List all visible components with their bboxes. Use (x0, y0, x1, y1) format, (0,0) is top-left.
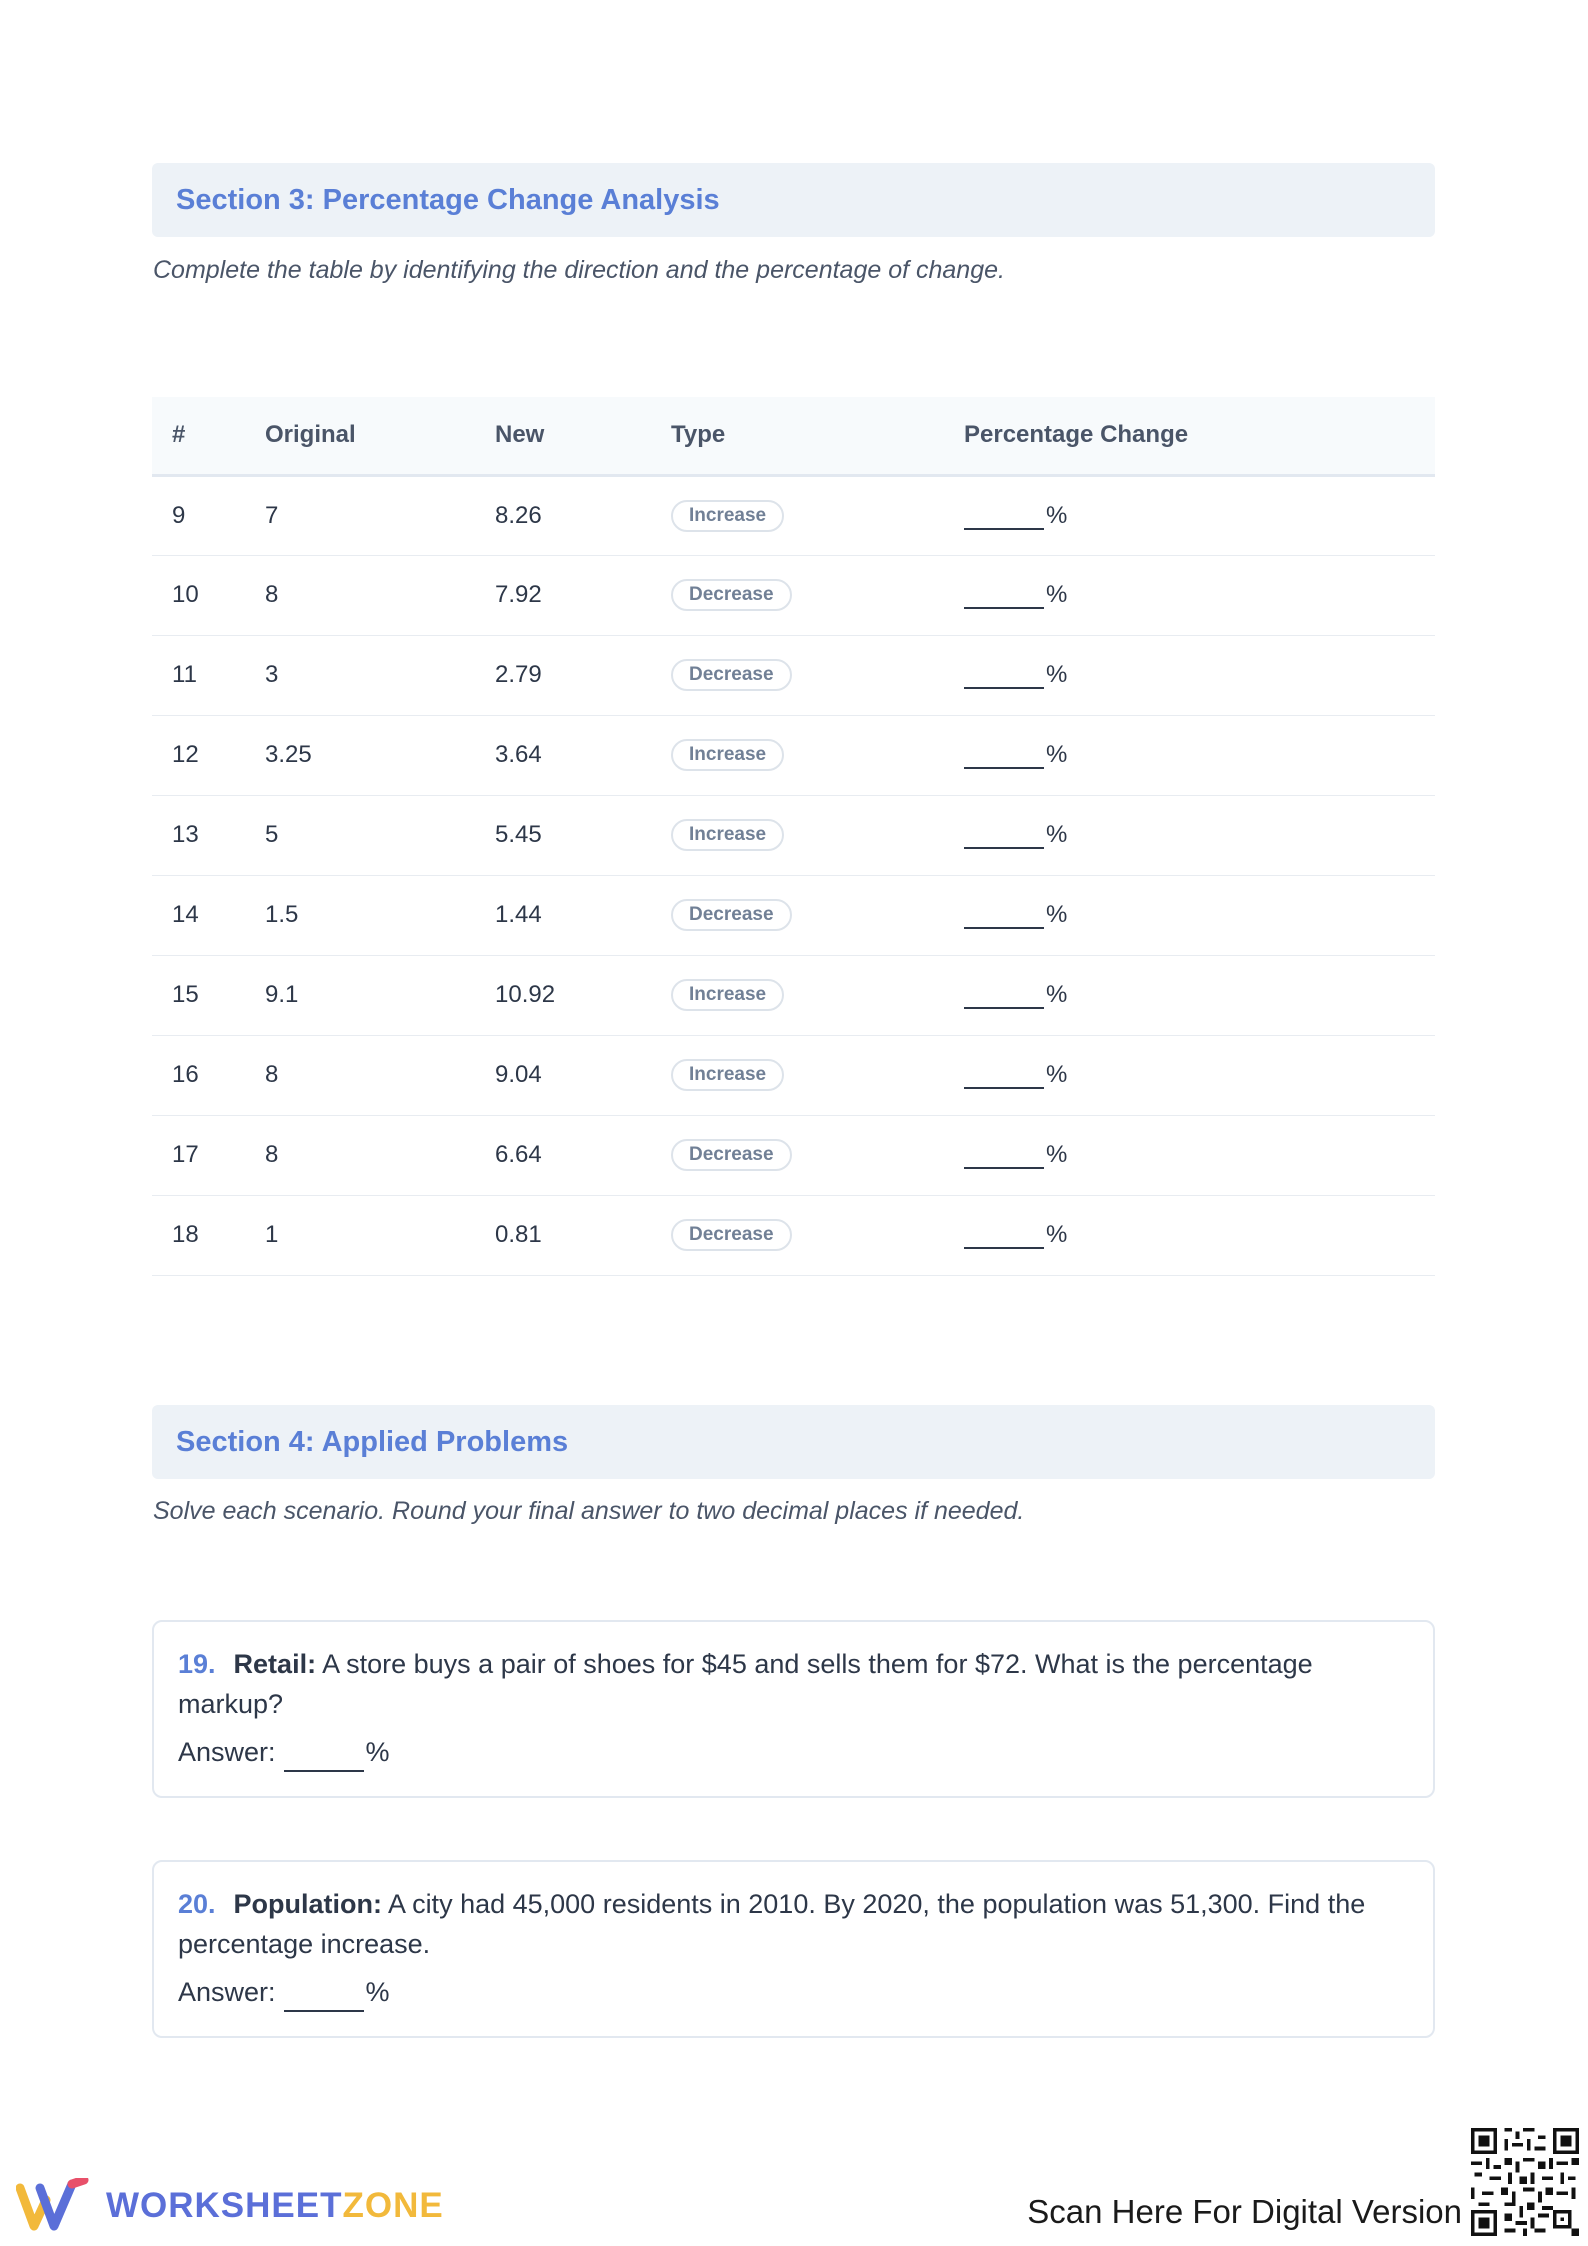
type-badge: Decrease (671, 1219, 792, 1251)
type-cell (671, 875, 964, 955)
type-cell (671, 635, 964, 715)
header-percentage-change: Percentage Change (964, 397, 1435, 475)
type-badge: Decrease (671, 579, 792, 611)
problem-number: 19. (178, 1649, 216, 1679)
original-value: 8 (265, 1115, 495, 1195)
original-value: 9.1 (265, 955, 495, 1035)
percent-symbol: % (1046, 741, 1068, 768)
type-badge: Decrease (671, 659, 792, 691)
answer-blank[interactable] (964, 741, 1044, 769)
problem-card-20 (152, 1860, 1435, 2038)
type-badge: Decrease (671, 1139, 792, 1171)
answer-blank[interactable] (964, 581, 1044, 609)
type-cell (671, 1035, 964, 1115)
new-value: 0.81 (495, 1195, 671, 1275)
worksheetzone-logo-icon (16, 2178, 92, 2234)
problem-category: Population: (233, 1889, 383, 1919)
answer-unit: % (365, 1737, 390, 1767)
new-value: 1.44 (495, 875, 671, 955)
type-cell (671, 1195, 964, 1275)
row-number: 14 (152, 875, 265, 955)
percentage-change-cell (964, 795, 1435, 875)
new-value: 5.45 (495, 795, 671, 875)
original-value: 5 (265, 795, 495, 875)
answer-blank[interactable] (284, 1980, 364, 2012)
original-value: 7 (265, 475, 495, 555)
type-cell (671, 555, 964, 635)
percentage-change-cell (964, 875, 1435, 955)
row-number: 13 (152, 795, 265, 875)
type-badge: Increase (671, 979, 784, 1011)
row-number: 18 (152, 1195, 265, 1275)
row-number: 10 (152, 555, 265, 635)
header-new: New (495, 397, 671, 475)
percentage-change-cell (964, 955, 1435, 1035)
new-value: 3.64 (495, 715, 671, 795)
answer-blank[interactable] (284, 1740, 364, 1772)
percentage-change-cell (964, 475, 1435, 555)
percent-symbol: % (1046, 501, 1068, 529)
scan-text: Scan Here For Digital Version (1027, 2193, 1462, 2230)
section-4-instructions: Solve each scenario. Round your final answer to two decimal places if needed. (153, 1497, 1025, 1525)
answer-blank[interactable] (964, 1221, 1044, 1249)
row-number: 9 (152, 475, 265, 555)
section-3-title: Section 3: Percentage Change Analysis (176, 183, 720, 216)
percentage-change-cell (964, 1035, 1435, 1115)
answer-blank[interactable] (964, 901, 1044, 929)
percent-symbol: % (1046, 1221, 1068, 1248)
problem-text (178, 1644, 1409, 1724)
row-number: 12 (152, 715, 265, 795)
percentage-change-cell (964, 715, 1435, 795)
answer-label: Answer: (178, 1977, 276, 2007)
type-badge: Increase (671, 500, 784, 532)
table-header-row (152, 397, 1435, 475)
original-value: 8 (265, 555, 495, 635)
header-original: Original (265, 397, 495, 475)
type-cell (671, 715, 964, 795)
table-row (152, 555, 1435, 635)
percent-symbol: % (1046, 661, 1068, 688)
type-badge: Increase (671, 1059, 784, 1091)
section-4-header (152, 1405, 1435, 1479)
qr-code-icon[interactable] (1471, 2128, 1579, 2236)
table-row (152, 955, 1435, 1035)
row-number: 15 (152, 955, 265, 1035)
type-cell (671, 955, 964, 1035)
answer-blank[interactable] (964, 821, 1044, 849)
percent-symbol: % (1046, 981, 1068, 1008)
new-value: 8.26 (495, 475, 671, 555)
answer-line (178, 1732, 1409, 1772)
table-row (152, 1115, 1435, 1195)
problem-question: A store buys a pair of shoes for $45 and sells them for $72. What is the percentage markup? (178, 1649, 1313, 1719)
row-number: 11 (152, 635, 265, 715)
answer-blank[interactable] (964, 981, 1044, 1009)
problem-question: A city had 45,000 residents in 2010. By 2020, the population was 51,300. Find the percentage increase. (178, 1889, 1366, 1959)
new-value: 10.92 (495, 955, 671, 1035)
table-row (152, 715, 1435, 795)
percent-symbol: % (1046, 581, 1068, 608)
new-value: 7.92 (495, 555, 671, 635)
type-cell (671, 1115, 964, 1195)
answer-blank[interactable] (964, 1141, 1044, 1169)
answer-blank[interactable] (964, 661, 1044, 689)
original-value: 8 (265, 1035, 495, 1115)
percent-symbol: % (1046, 901, 1068, 928)
percentage-change-cell (964, 1115, 1435, 1195)
table-row (152, 1035, 1435, 1115)
type-cell (671, 475, 964, 555)
table-row (152, 635, 1435, 715)
original-value: 3.25 (265, 715, 495, 795)
percentage-change-cell (964, 1195, 1435, 1275)
new-value: 6.64 (495, 1115, 671, 1195)
logo-wordmark (106, 2186, 444, 2226)
type-cell (671, 795, 964, 875)
table-row (152, 875, 1435, 955)
answer-line (178, 1972, 1409, 2012)
percent-symbol: % (1046, 1141, 1068, 1168)
section-4-title: Section 4: Applied Problems (176, 1425, 569, 1458)
type-badge: Increase (671, 739, 784, 771)
type-badge: Decrease (671, 899, 792, 931)
new-value: 9.04 (495, 1035, 671, 1115)
answer-blank[interactable] (964, 502, 1044, 530)
table-row (152, 475, 1435, 555)
original-value: 3 (265, 635, 495, 715)
logo-word-worksheet: WORKSHEET (106, 2186, 343, 2225)
original-value: 1 (265, 1195, 495, 1275)
new-value: 2.79 (495, 635, 671, 715)
problem-text (178, 1884, 1409, 1964)
problem-category: Retail: (233, 1649, 317, 1679)
table-row (152, 1195, 1435, 1275)
percentage-change-table (152, 397, 1435, 1276)
row-number: 16 (152, 1035, 265, 1115)
percentage-change-cell (964, 635, 1435, 715)
section-3-instructions: Complete the table by identifying the direction and the percentage of change. (153, 256, 1005, 284)
table-row (152, 795, 1435, 875)
percentage-change-cell (964, 555, 1435, 635)
header-type: Type (671, 397, 964, 475)
percent-symbol: % (1046, 821, 1068, 848)
row-number: 17 (152, 1115, 265, 1195)
logo-word-zone: ZONE (342, 2186, 444, 2225)
worksheetzone-logo[interactable] (16, 2178, 444, 2234)
header-number: # (152, 397, 265, 475)
problem-card-19 (152, 1620, 1435, 1798)
answer-unit: % (365, 1977, 390, 2007)
original-value: 1.5 (265, 875, 495, 955)
percent-symbol: % (1046, 1061, 1068, 1088)
answer-blank[interactable] (964, 1061, 1044, 1089)
answer-label: Answer: (178, 1737, 276, 1767)
type-badge: Increase (671, 819, 784, 851)
problem-number: 20. (178, 1889, 216, 1919)
section-3-header (152, 163, 1435, 237)
